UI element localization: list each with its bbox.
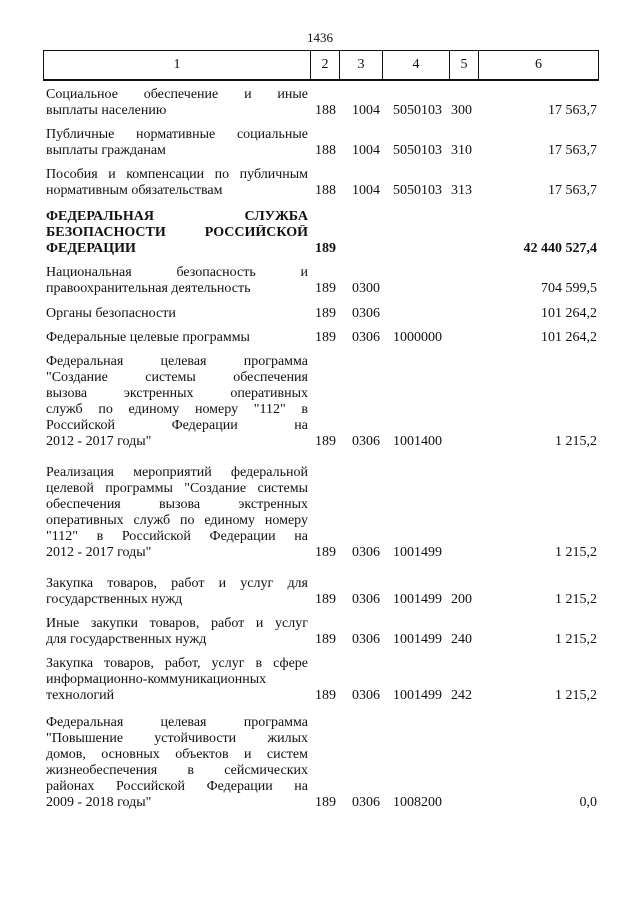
row-name-line: оперативных служб по единому номеру <box>46 513 308 528</box>
row-section: 0306 <box>352 306 380 321</box>
row-expense-type: 240 <box>451 632 472 647</box>
table-row <box>0 354 640 450</box>
table-row <box>0 127 640 159</box>
row-amount: 101 264,2 <box>541 330 597 345</box>
row-name-line: Федеральные целевые программы <box>46 330 250 345</box>
row-amount: 1 215,2 <box>555 688 597 703</box>
row-name <box>46 127 308 159</box>
row-expense-type: 242 <box>451 688 472 703</box>
column-header-1: 1 <box>44 51 311 81</box>
row-ved: 189 <box>315 688 336 703</box>
row-name-line: Закупка товаров, работ и услуг для <box>46 576 308 591</box>
row-name <box>46 465 308 561</box>
row-name <box>46 576 308 608</box>
row-section: 1004 <box>352 183 380 198</box>
row-expense-type: 300 <box>451 103 472 118</box>
row-name-line: служб по единому номеру "112" в <box>46 402 308 417</box>
row-target-article: 1001499 <box>393 688 442 703</box>
column-header-4: 4 <box>383 51 450 81</box>
column-header-row <box>43 50 599 81</box>
row-target-article: 5050103 <box>393 183 442 198</box>
row-name-line: технологий <box>46 688 115 703</box>
row-name-line: нормативным обязательствам <box>46 183 223 198</box>
row-name-line: выплаты гражданам <box>46 143 166 158</box>
row-section: 0306 <box>352 795 380 810</box>
row-ved: 189 <box>315 281 336 296</box>
row-ved: 189 <box>315 241 336 256</box>
row-name <box>46 167 308 199</box>
row-name-line: "Создание системы обеспечения <box>46 370 308 385</box>
row-name-line: целевой программы "Создание системы <box>46 481 308 496</box>
row-amount: 0,0 <box>579 795 597 810</box>
column-header-2: 2 <box>311 51 340 81</box>
column-header-5: 5 <box>450 51 479 81</box>
row-ved: 189 <box>315 632 336 647</box>
row-target-article: 1000000 <box>393 330 442 345</box>
row-target-article: 1001400 <box>393 434 442 449</box>
row-ved: 189 <box>315 795 336 810</box>
row-name-line: БЕЗОПАСНОСТИ РОССИЙСКОЙ <box>46 225 308 240</box>
row-amount: 1 215,2 <box>555 545 597 560</box>
row-name-line: правоохранительная деятельность <box>46 281 251 296</box>
row-name-line: районах Российской Федерации на <box>46 779 308 794</box>
row-section: 1004 <box>352 103 380 118</box>
row-section: 0306 <box>352 688 380 703</box>
table-row <box>0 576 640 608</box>
row-name <box>46 209 308 257</box>
page-number: 1436 <box>307 30 333 45</box>
table-row <box>0 656 640 704</box>
row-amount: 17 563,7 <box>548 183 597 198</box>
row-name <box>46 715 308 811</box>
table-row <box>0 465 640 561</box>
row-expense-type: 310 <box>451 143 472 158</box>
row-name-line: выплаты населению <box>46 103 167 118</box>
row-section: 0306 <box>352 592 380 607</box>
column-header-3: 3 <box>340 51 383 81</box>
row-amount: 1 215,2 <box>555 592 597 607</box>
table-row <box>0 167 640 199</box>
table-row <box>0 715 640 811</box>
row-ved: 189 <box>315 434 336 449</box>
row-name-line: Публичные нормативные социальные <box>46 127 308 142</box>
row-target-article: 1001499 <box>393 632 442 647</box>
row-target-article: 1008200 <box>393 795 442 810</box>
row-name <box>46 306 308 322</box>
row-ved: 189 <box>315 306 336 321</box>
row-name-line: жизнеобеспечения в сейсмических <box>46 763 308 778</box>
row-ved: 189 <box>315 330 336 345</box>
row-expense-type: 313 <box>451 183 472 198</box>
row-ved: 188 <box>315 143 336 158</box>
table-row <box>0 306 640 322</box>
row-name-line: Национальная безопасность и <box>46 265 308 280</box>
row-name-line: Социальное обеспечение и иные <box>46 87 308 102</box>
row-target-article: 1001499 <box>393 592 442 607</box>
row-expense-type: 200 <box>451 592 472 607</box>
row-name-line: Федеральная целевая программа <box>46 715 308 730</box>
row-name-line: информационно-коммуникационных <box>46 672 267 687</box>
row-name-line: Пособия и компенсации по публичным <box>46 167 308 182</box>
row-section: 0306 <box>352 545 380 560</box>
row-name <box>46 656 308 704</box>
row-name <box>46 616 308 648</box>
row-name-line: Российской Федерации на <box>46 418 308 433</box>
row-name-line: Реализация мероприятий федеральной <box>46 465 308 480</box>
row-name-line: государственных нужд <box>46 592 183 607</box>
row-amount: 1 215,2 <box>555 434 597 449</box>
row-name <box>46 354 308 450</box>
table-row <box>0 616 640 648</box>
row-name-line: вызова экстренных оперативных <box>46 386 308 401</box>
row-name-line: Федеральная целевая программа <box>46 354 308 369</box>
row-target-article: 5050103 <box>393 103 442 118</box>
row-name-line: Закупка товаров, работ, услуг в сфере <box>46 656 308 671</box>
row-ved: 188 <box>315 183 336 198</box>
row-name-line: домов, основных объектов и систем <box>46 747 308 762</box>
table-row <box>0 87 640 119</box>
row-name <box>46 330 308 346</box>
row-ved: 189 <box>315 545 336 560</box>
row-name-line: обеспечения вызова экстренных <box>46 497 308 512</box>
row-name-line: 2012 - 2017 годы" <box>46 434 152 449</box>
row-section: 1004 <box>352 143 380 158</box>
row-target-article: 5050103 <box>393 143 442 158</box>
row-name-line: ФЕДЕРАЛЬНАЯ СЛУЖБА <box>46 209 308 224</box>
row-target-article: 1001499 <box>393 545 442 560</box>
row-ved: 189 <box>315 592 336 607</box>
row-ved: 188 <box>315 103 336 118</box>
row-amount: 17 563,7 <box>548 103 597 118</box>
row-name-line: Органы безопасности <box>46 306 176 321</box>
row-name-line: 2009 - 2018 годы" <box>46 795 152 810</box>
row-amount: 42 440 527,4 <box>523 241 597 256</box>
row-section: 0300 <box>352 281 380 296</box>
row-amount: 101 264,2 <box>541 306 597 321</box>
row-name-line: "Повышение устойчивости жилых <box>46 731 308 746</box>
column-header-6: 6 <box>479 51 599 81</box>
row-name-line: 2012 - 2017 годы" <box>46 545 152 560</box>
row-amount: 1 215,2 <box>555 632 597 647</box>
table-row <box>0 209 640 257</box>
row-amount: 704 599,5 <box>541 281 597 296</box>
row-name <box>46 265 308 297</box>
row-name <box>46 87 308 119</box>
row-name-line: ФЕДЕРАЦИИ <box>46 241 136 256</box>
table-row <box>0 330 640 346</box>
row-amount: 17 563,7 <box>548 143 597 158</box>
row-name-line: для государственных нужд <box>46 632 207 647</box>
row-section: 0306 <box>352 632 380 647</box>
row-section: 0306 <box>352 434 380 449</box>
row-section: 0306 <box>352 330 380 345</box>
row-name-line: Иные закупки товаров, работ и услуг <box>46 616 308 631</box>
table-row <box>0 265 640 297</box>
row-name-line: "112" в Российской Федерации на <box>46 529 308 544</box>
